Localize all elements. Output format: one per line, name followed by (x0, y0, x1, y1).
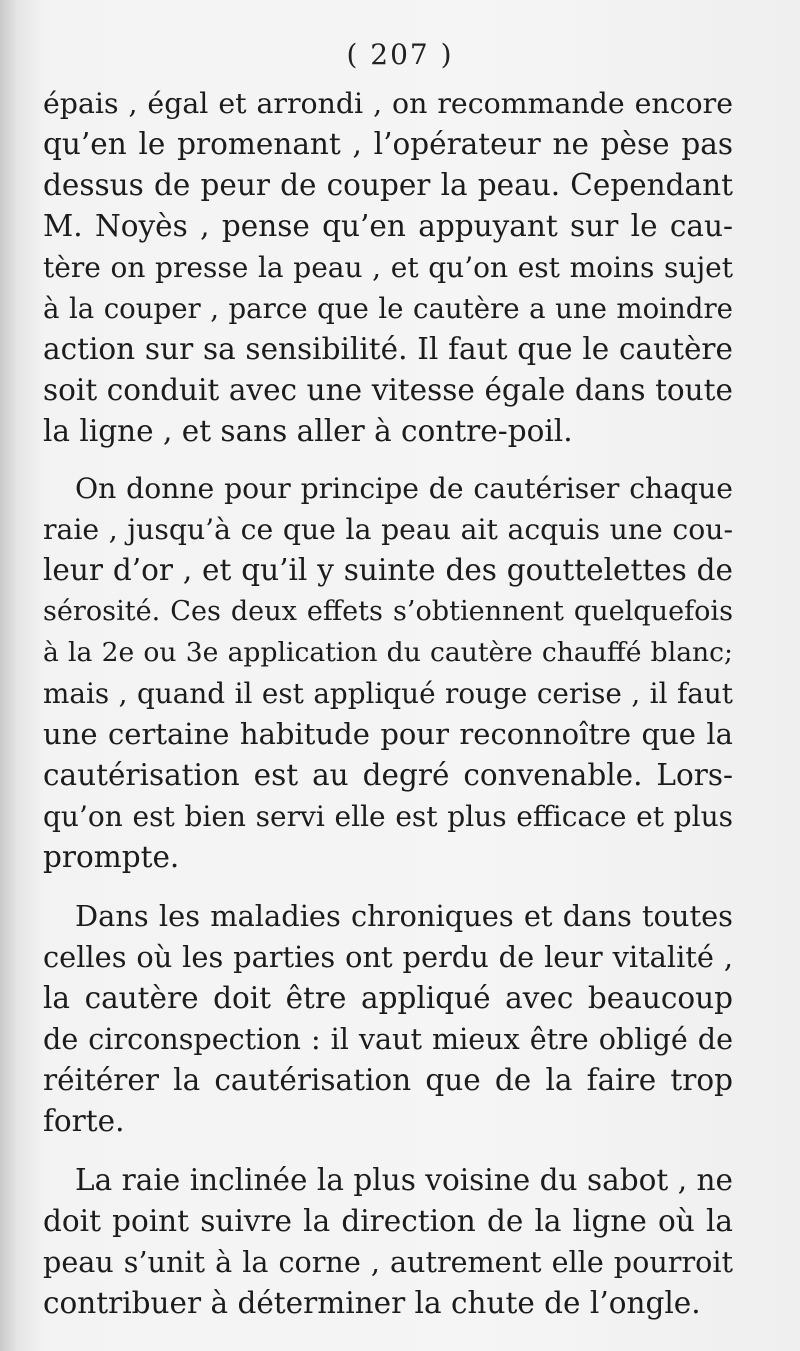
text-line: la cautère doit être appliqué avec beaucoup (43, 981, 733, 1015)
paragraph (43, 468, 733, 878)
text-line: cautérisation est au degré convenable. Lors- (43, 758, 733, 792)
text-line: soit conduit avec une vitesse égale dans toute (43, 373, 733, 407)
text-line: peau s’unit à la corne , autrement elle pourroit (43, 1245, 733, 1279)
text-line: épais , égal et arrondi , on recommande encore (43, 87, 733, 120)
text-line: de circonspection : il vaut mieux être obligé de (43, 1022, 733, 1056)
text-line: tère on presse la peau , et qu’on est moins sujet (43, 251, 733, 284)
paragraph (43, 1160, 733, 1324)
text-line: la ligne , et sans aller à contre-poil. (43, 414, 573, 448)
text-line: action sur sa sensibilité. Il faut que le cautère (43, 332, 733, 366)
text-line: à la couper , parce que le cautère a une moindre (43, 292, 733, 325)
page-number: ( 207 ) (346, 38, 454, 71)
text-line: forte. (43, 1104, 125, 1138)
text-line: une certaine habitude pour reconnoître que la (43, 717, 733, 751)
text-line: qu’en le promenant , l’opérateur ne pèse pas (43, 127, 733, 161)
text-line: sérosité. Ces deux effets s’obtiennent quelquefois (43, 596, 733, 627)
text-line: celles où les parties ont perdu de leur vitalité , (43, 940, 733, 974)
text-line: La raie inclinée la plus voisine du sabot , ne (75, 1163, 733, 1197)
paragraph (43, 83, 733, 452)
text-line: On donne pour principe de cautériser chaque (75, 472, 733, 505)
body-text (43, 83, 733, 1324)
text-line: M. Noyès , pense qu’en appuyant sur le cau- (43, 209, 733, 243)
text-line: raie , jusqu’à ce que la peau ait acquis une cou- (43, 513, 733, 546)
text-line: Dans les maladies chroniques et dans toutes (75, 899, 733, 933)
text-line: à la 2e ou 3e application du cautère chauffé blanc; (43, 637, 733, 668)
text-line: dessus de peur de couper la peau. Cependant (43, 168, 733, 202)
text-line: doit point suivre la direction de la ligne où la (43, 1204, 733, 1238)
text-line: réitérer la cautérisation que de la faire trop (43, 1063, 733, 1097)
text-line: qu’on est bien servi elle est plus efficace et plus (43, 800, 733, 833)
text-line: prompte. (43, 840, 180, 874)
text-line: mais , quand il est appliqué rouge cerise , il faut (43, 677, 733, 710)
paragraph (43, 896, 733, 1142)
text-line: contribuer à déterminer la chute de l’ongle. (43, 1286, 701, 1320)
text-line: leur d’or , et qu’il y suinte des gouttelettes de (43, 553, 733, 587)
